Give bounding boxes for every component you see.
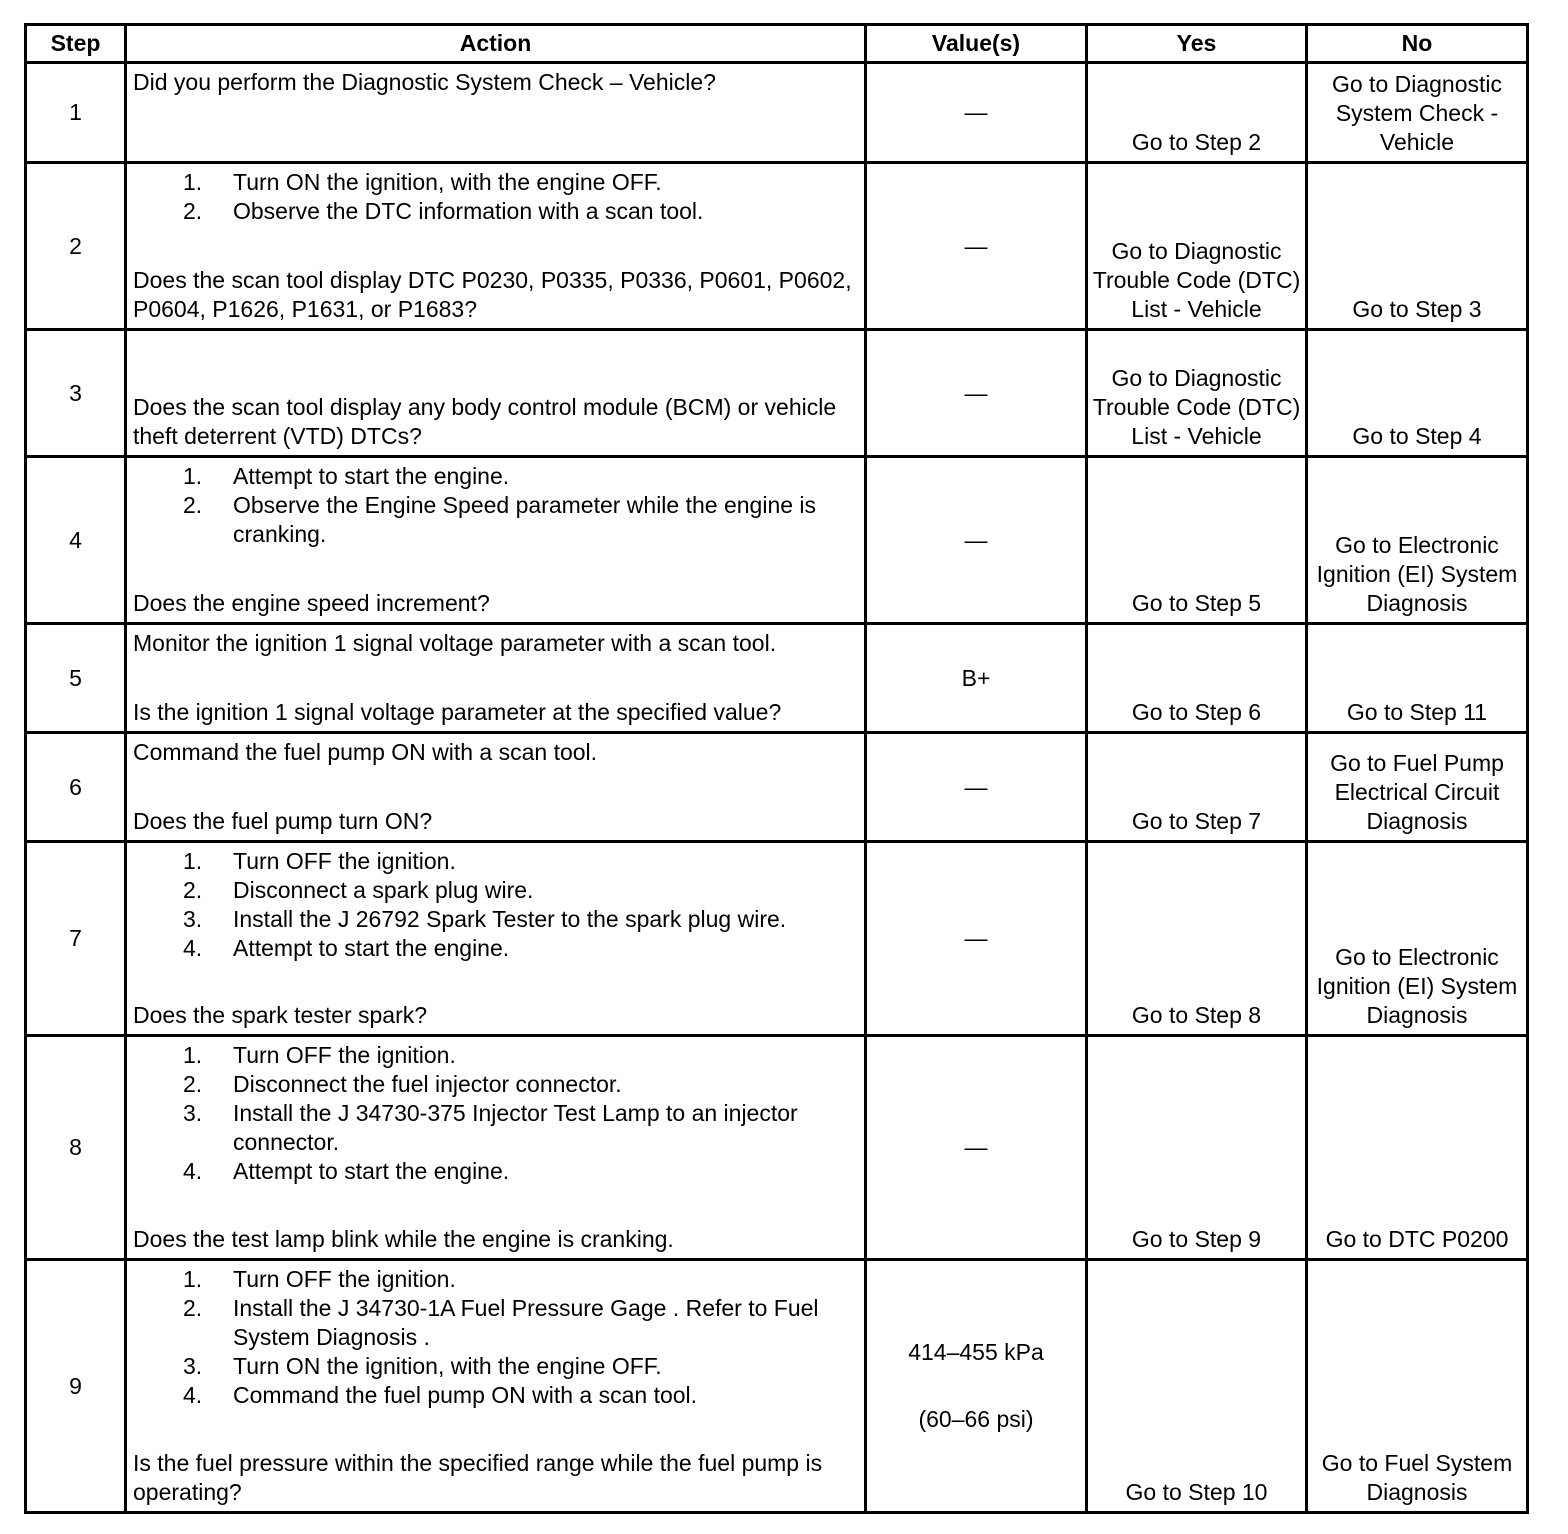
action-cell xyxy=(126,330,866,457)
action-question: Does the test lamp blink while the engine is cranking. xyxy=(133,1226,674,1252)
table-row xyxy=(26,624,1528,733)
table-row xyxy=(26,163,1528,330)
table-row xyxy=(26,1260,1528,1513)
action-step-text: Turn ON the ignition, with the engine OFF. xyxy=(233,169,662,195)
action-steps xyxy=(133,1265,858,1410)
yes-cell xyxy=(1087,733,1307,842)
step-cell xyxy=(26,1036,126,1260)
value-text: — xyxy=(964,526,988,553)
action-step-item: 1. Attempt to start the engine. xyxy=(183,463,510,489)
action-step-item: 2. Disconnect the fuel injector connector. xyxy=(183,1071,622,1097)
action-step-item: 3. Turn ON the ignition, with the engine OFF. xyxy=(183,1353,662,1379)
action-cell xyxy=(126,163,866,330)
yes-link: Go to Diagnostic Trouble Code (DTC) List - Vehicle xyxy=(1092,365,1301,449)
yes-link: Go to Step 7 xyxy=(1131,808,1262,834)
action-step-text: Turn OFF the ignition. xyxy=(233,1266,456,1292)
value-cell xyxy=(866,457,1087,624)
table-row xyxy=(26,842,1528,1036)
no-cell xyxy=(1307,1260,1528,1513)
action-intro: Did you perform the Diagnostic System Check – Vehicle? xyxy=(133,69,716,95)
step-number: 1 xyxy=(69,99,82,125)
step-number: 2 xyxy=(69,232,82,259)
value-text: — xyxy=(964,773,988,800)
yes-link: Go to Step 9 xyxy=(1131,1226,1262,1252)
action-step-text: Turn ON the ignition, with the engine OFF. xyxy=(233,1353,662,1379)
action-steps xyxy=(133,1041,858,1186)
table-row xyxy=(26,1036,1528,1260)
value-text: — xyxy=(964,1134,988,1160)
table-row xyxy=(26,457,1528,624)
value-cell xyxy=(866,733,1087,842)
action-intro: Command the fuel pump ON with a scan tool. xyxy=(133,739,598,765)
yes-cell xyxy=(1087,163,1307,330)
no-link: Go to Fuel Pump Electrical Circuit Diagnosis xyxy=(1330,750,1504,834)
value-text-secondary: (60–66 psi) xyxy=(918,1406,1034,1432)
action-step-text: Turn OFF the ignition. xyxy=(233,1042,456,1068)
yes-cell xyxy=(1087,457,1307,624)
action-step-item: 2. Observe the Engine Speed parameter while the engine is cranking. xyxy=(183,492,817,547)
no-link: Go to Step 3 xyxy=(1352,296,1482,322)
value-text: — xyxy=(964,379,988,406)
action-steps xyxy=(133,847,858,963)
action-step-item: 2. Install the J 34730-1A Fuel Pressure Gage . Refer to Fuel System Diagnosis . xyxy=(183,1295,819,1350)
no-cell xyxy=(1307,733,1528,842)
action-step-text: Command the fuel pump ON with a scan tool. xyxy=(233,1382,698,1408)
action-step-text: Turn OFF the ignition. xyxy=(233,848,456,874)
yes-cell xyxy=(1087,842,1307,1036)
value-text: 414–455 kPa xyxy=(908,1339,1044,1365)
no-link: Go to Diagnostic System Check - Vehicle xyxy=(1331,71,1503,155)
action-step-text: Disconnect a spark plug wire. xyxy=(233,877,534,903)
no-link: Go to Fuel System Diagnosis xyxy=(1321,1450,1513,1505)
yes-link: Go to Step 2 xyxy=(1131,129,1262,155)
action-step-item: 2. Observe the DTC information with a scan tool. xyxy=(183,198,704,224)
no-cell xyxy=(1307,842,1528,1036)
step-cell xyxy=(26,163,126,330)
yes-link: Go to Step 6 xyxy=(1131,699,1262,725)
yes-link: Go to Diagnostic Trouble Code (DTC) List - Vehicle xyxy=(1092,238,1301,322)
action-step-item: 3. Install the J 34730-375 Injector Test Lamp to an injector connector. xyxy=(183,1100,798,1155)
no-cell xyxy=(1307,330,1528,457)
action-question: Is the ignition 1 signal voltage parameter at the specified value? xyxy=(133,699,782,725)
table-row xyxy=(26,330,1528,457)
yes-link: Go to Step 5 xyxy=(1131,590,1262,616)
diagnostic-table xyxy=(24,23,1529,1514)
action-cell xyxy=(126,1036,866,1260)
no-cell xyxy=(1307,63,1528,163)
value-cell xyxy=(866,330,1087,457)
step-number: 4 xyxy=(69,526,82,553)
no-cell xyxy=(1307,457,1528,624)
no-link: Go to Step 4 xyxy=(1352,423,1482,449)
action-cell xyxy=(126,733,866,842)
value-cell xyxy=(866,1036,1087,1260)
step-number: 8 xyxy=(69,1134,82,1160)
yes-cell xyxy=(1087,330,1307,457)
action-steps xyxy=(133,168,858,226)
action-step-item: 3. Install the J 26792 Spark Tester to the spark plug wire. xyxy=(183,906,787,932)
step-cell xyxy=(26,1260,126,1513)
action-steps xyxy=(133,462,858,549)
action-question: Does the scan tool display DTC P0230, P0335, P0336, P0601, P0602, P0604, P1626, P1631, or P1683? xyxy=(133,267,852,322)
action-step-item: 1. Turn OFF the ignition. xyxy=(183,1042,456,1068)
no-link: Go to Electronic Ignition (EI) System Diagnosis xyxy=(1316,532,1518,616)
action-step-text: Disconnect the fuel injector connector. xyxy=(233,1071,622,1097)
value-text: B+ xyxy=(961,664,991,691)
action-question: Does the scan tool display any body control module (BCM) or vehicle theft deterrent (VTD) DTCs? xyxy=(133,394,837,449)
yes-link: Go to Step 8 xyxy=(1131,1002,1262,1028)
value-text: — xyxy=(964,925,988,951)
action-step-text: Attempt to start the engine. xyxy=(233,463,510,489)
table-row xyxy=(26,63,1528,163)
no-link: Go to Step 11 xyxy=(1346,699,1488,725)
action-step-item: 4. Attempt to start the engine. xyxy=(183,935,510,961)
step-cell xyxy=(26,457,126,624)
header-values: Value(s) xyxy=(866,25,1087,63)
action-cell xyxy=(126,1260,866,1513)
action-cell xyxy=(126,457,866,624)
value-text: — xyxy=(964,99,988,125)
value-cell xyxy=(866,63,1087,163)
action-step-item: 4. Attempt to start the engine. xyxy=(183,1158,510,1184)
action-step-text: Install the J 26792 Spark Tester to the spark plug wire. xyxy=(233,906,787,932)
header-step: Step xyxy=(26,25,126,63)
step-number: 5 xyxy=(69,664,82,691)
action-step-item: 1. Turn OFF the ignition. xyxy=(183,1266,456,1292)
yes-link: Go to Step 10 xyxy=(1125,1479,1268,1505)
action-cell xyxy=(126,842,866,1036)
yes-cell xyxy=(1087,1260,1307,1513)
no-cell xyxy=(1307,1036,1528,1260)
header-row xyxy=(26,25,1528,63)
action-step-text: Install the J 34730-375 Injector Test Lamp to an injector connector. xyxy=(233,1100,798,1155)
action-step-item: 4. Command the fuel pump ON with a scan tool. xyxy=(183,1382,698,1408)
value-cell xyxy=(866,842,1087,1036)
action-cell xyxy=(126,63,866,163)
header-no: No xyxy=(1307,25,1528,63)
step-number: 3 xyxy=(69,379,82,406)
action-step-text: Observe the Engine Speed parameter while the engine is cranking. xyxy=(233,492,817,547)
action-cell xyxy=(126,624,866,733)
value-text: — xyxy=(964,232,988,259)
no-cell xyxy=(1307,163,1528,330)
table-row xyxy=(26,733,1528,842)
yes-cell xyxy=(1087,63,1307,163)
action-step-item: 2. Disconnect a spark plug wire. xyxy=(183,877,534,903)
value-cell xyxy=(866,1260,1087,1513)
action-step-item: 1. Turn ON the ignition, with the engine OFF. xyxy=(183,169,662,195)
step-cell xyxy=(26,63,126,163)
action-question: Does the spark tester spark? xyxy=(133,1002,428,1028)
header-action: Action xyxy=(126,25,866,63)
no-cell xyxy=(1307,624,1528,733)
action-step-text: Install the J 34730-1A Fuel Pressure Gage . Refer to Fuel System Diagnosis . xyxy=(233,1295,819,1350)
action-question: Does the fuel pump turn ON? xyxy=(133,808,433,834)
action-step-item: 1. Turn OFF the ignition. xyxy=(183,848,456,874)
yes-cell xyxy=(1087,624,1307,733)
action-step-text: Attempt to start the engine. xyxy=(233,1158,510,1184)
step-number: 6 xyxy=(69,773,82,800)
action-question: Does the engine speed increment? xyxy=(133,590,490,616)
value-cell xyxy=(866,624,1087,733)
step-cell xyxy=(26,733,126,842)
header-yes: Yes xyxy=(1087,25,1307,63)
yes-cell xyxy=(1087,1036,1307,1260)
action-question: Is the fuel pressure within the specified range while the fuel pump is operating? xyxy=(133,1450,823,1505)
value-cell xyxy=(866,163,1087,330)
no-link: Go to Electronic Ignition (EI) System Diagnosis xyxy=(1316,944,1518,1028)
step-number: 9 xyxy=(69,1372,82,1399)
step-cell xyxy=(26,624,126,733)
step-number: 7 xyxy=(69,925,82,951)
no-link: Go to DTC P0200 xyxy=(1325,1226,1509,1252)
action-step-text: Observe the DTC information with a scan tool. xyxy=(233,198,704,224)
action-step-text: Attempt to start the engine. xyxy=(233,935,510,961)
action-intro: Monitor the ignition 1 signal voltage parameter with a scan tool. xyxy=(133,630,777,656)
step-cell xyxy=(26,330,126,457)
step-cell xyxy=(26,842,126,1036)
